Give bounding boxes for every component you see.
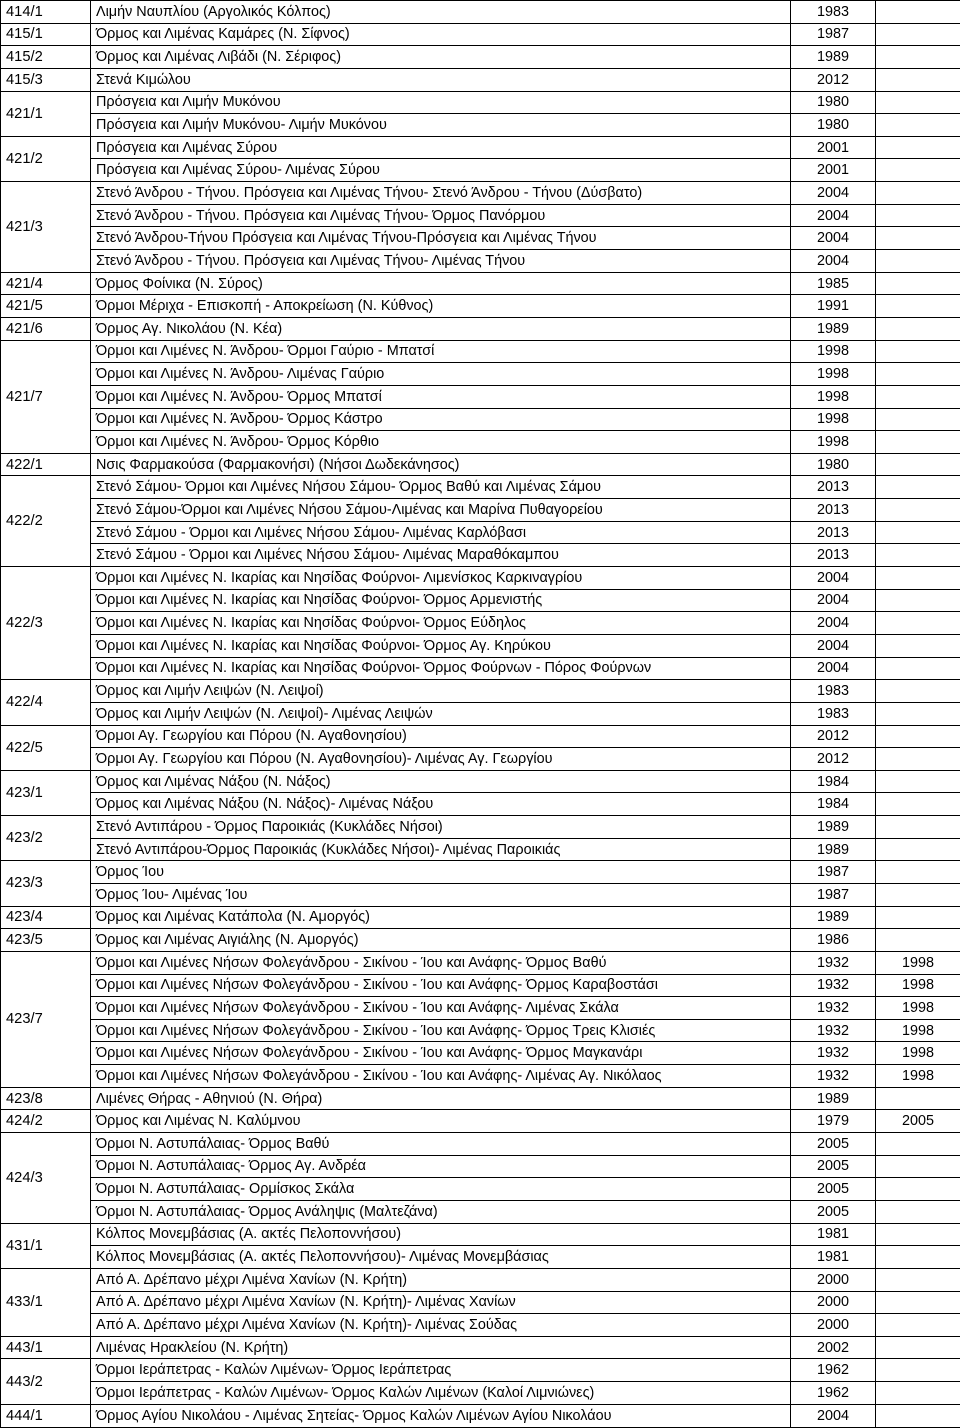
year-edition-cell: 2013 bbox=[791, 499, 876, 522]
description-cell: Όρμοι Ιεράπετρας - Καλών Λιμένων- Όρμος Καλών Λιμένων (Καλοί Λιμνιώνες) bbox=[91, 1382, 791, 1405]
year-update-cell bbox=[876, 91, 960, 114]
description-cell: Από Α. Δρέπανο μέχρι Λιμένα Χανίων (Ν. Κρήτη) bbox=[91, 1268, 791, 1291]
year-edition-cell: 1985 bbox=[791, 272, 876, 295]
chart-code-cell: 423/7 bbox=[1, 951, 91, 1087]
year-edition-cell: 1932 bbox=[791, 1019, 876, 1042]
description-cell: Από Α. Δρέπανο μέχρι Λιμένα Χανίων (Ν. Κρήτη)- Λιμένας Σούδας bbox=[91, 1314, 791, 1337]
table-row bbox=[1, 883, 960, 906]
table-row bbox=[1, 1155, 960, 1178]
year-update-cell bbox=[876, 702, 960, 725]
table-row bbox=[1, 114, 960, 137]
table-row bbox=[1, 295, 960, 318]
year-update-cell bbox=[876, 1268, 960, 1291]
year-update-cell bbox=[876, 521, 960, 544]
table-row bbox=[1, 770, 960, 793]
year-edition-cell: 1980 bbox=[791, 114, 876, 137]
chart-code-cell: 422/1 bbox=[1, 453, 91, 476]
table-row bbox=[1, 997, 960, 1020]
year-edition-cell: 2012 bbox=[791, 68, 876, 91]
table-row bbox=[1, 861, 960, 884]
year-update-cell bbox=[876, 1133, 960, 1156]
year-edition-cell: 2012 bbox=[791, 725, 876, 748]
table-row bbox=[1, 1110, 960, 1133]
year-update-cell bbox=[876, 453, 960, 476]
year-update-cell bbox=[876, 816, 960, 839]
year-edition-cell: 1998 bbox=[791, 408, 876, 431]
table-row bbox=[1, 793, 960, 816]
chart-code-cell: 421/3 bbox=[1, 182, 91, 273]
year-update-cell bbox=[876, 1178, 960, 1201]
table-row bbox=[1, 227, 960, 250]
year-edition-cell: 2005 bbox=[791, 1200, 876, 1223]
chart-code-cell: 423/2 bbox=[1, 816, 91, 861]
year-update-cell bbox=[876, 1087, 960, 1110]
table-row bbox=[1, 1404, 960, 1427]
year-update-cell bbox=[876, 476, 960, 499]
description-cell: Όρμοι Ν. Αστυπάλαιας- Ορμίσκος Σκάλα bbox=[91, 1178, 791, 1201]
year-update-cell bbox=[876, 499, 960, 522]
chart-code-cell: 421/6 bbox=[1, 317, 91, 340]
table-body bbox=[1, 1, 960, 1428]
year-update-cell bbox=[876, 227, 960, 250]
table-row bbox=[1, 159, 960, 182]
table-row bbox=[1, 1133, 960, 1156]
chart-code-cell: 443/2 bbox=[1, 1359, 91, 1404]
year-update-cell bbox=[876, 680, 960, 703]
table-row bbox=[1, 612, 960, 635]
description-cell: Όρμοι Ν. Αστυπάλαιας- Όρμος Βαθύ bbox=[91, 1133, 791, 1156]
description-cell: Πρόσγεια και Λιμήν Μυκόνου bbox=[91, 91, 791, 114]
table-row bbox=[1, 1336, 960, 1359]
year-edition-cell: 1980 bbox=[791, 453, 876, 476]
year-edition-cell: 2013 bbox=[791, 544, 876, 567]
description-cell: Στενά Κιμώλου bbox=[91, 68, 791, 91]
table-row bbox=[1, 250, 960, 273]
description-cell: Όρμος Αγίου Νικολάου - Λιμένας Σητείας- Όρμος Καλών Λιμένων Αγίου Νικολάου bbox=[91, 1404, 791, 1427]
chart-code-cell: 421/2 bbox=[1, 136, 91, 181]
chart-code-cell: 421/5 bbox=[1, 295, 91, 318]
year-edition-cell: 1991 bbox=[791, 295, 876, 318]
year-edition-cell: 2004 bbox=[791, 227, 876, 250]
year-update-cell bbox=[876, 793, 960, 816]
year-update-cell bbox=[876, 1155, 960, 1178]
year-update-cell bbox=[876, 182, 960, 205]
table-row bbox=[1, 1, 960, 24]
year-edition-cell: 2004 bbox=[791, 567, 876, 590]
chart-code-cell: 431/1 bbox=[1, 1223, 91, 1268]
chart-code-cell: 424/2 bbox=[1, 1110, 91, 1133]
chart-code-cell: 423/4 bbox=[1, 906, 91, 929]
table-row bbox=[1, 23, 960, 46]
description-cell: Στενό Σάμου-Όρμοι και Λιμένες Νήσου Σάμου-Λιμένας και Μαρίνα Πυθαγορείου bbox=[91, 499, 791, 522]
table-row bbox=[1, 453, 960, 476]
description-cell: Όρμος και Λιμήν Λειψών (Ν. Λειψοί) bbox=[91, 680, 791, 703]
table-row bbox=[1, 816, 960, 839]
table-row bbox=[1, 385, 960, 408]
table-row bbox=[1, 974, 960, 997]
description-cell: Όρμοι και Λιμένες Ν. Άνδρου- Όρμος Κόρθιο bbox=[91, 431, 791, 454]
year-edition-cell: 1932 bbox=[791, 997, 876, 1020]
table-row bbox=[1, 634, 960, 657]
chart-code-cell: 423/8 bbox=[1, 1087, 91, 1110]
description-cell: Πρόσγεια και Λιμένας Σύρου- Λιμένας Σύρου bbox=[91, 159, 791, 182]
year-update-cell bbox=[876, 431, 960, 454]
description-cell: Στενό Άνδρου - Τήνου. Πρόσγεια και Λιμένας Τήνου- Στενό Άνδρου - Τήνου (Δύσβατο) bbox=[91, 182, 791, 205]
description-cell: Όρμος και Λιμένας Λιβάδι (Ν. Σέριφος) bbox=[91, 46, 791, 69]
table-row bbox=[1, 589, 960, 612]
table-row bbox=[1, 838, 960, 861]
year-update-cell bbox=[876, 1314, 960, 1337]
table-row bbox=[1, 567, 960, 590]
chart-code-cell: 424/3 bbox=[1, 1133, 91, 1224]
description-cell: Όρμοι και Λιμένες Ν. Ικαρίας και Νησίδας Φούρνοι- Όρμος Φούρνων - Πόρος Φούρνων bbox=[91, 657, 791, 680]
year-update-cell bbox=[876, 204, 960, 227]
year-update-cell bbox=[876, 46, 960, 69]
description-cell: Όρμοι και Λιμένες Ν. Άνδρου- Λιμένας Γαύριο bbox=[91, 363, 791, 386]
description-cell: Κόλπος Μονεμβάσιας (Α. ακτές Πελοποννήσου)- Λιμένας Μονεμβάσιας bbox=[91, 1246, 791, 1269]
table-row bbox=[1, 1178, 960, 1201]
description-cell: Όρμος Αγ. Νικολάου (Ν. Κέα) bbox=[91, 317, 791, 340]
chart-code-cell: 414/1 bbox=[1, 1, 91, 24]
chart-code-cell: 422/5 bbox=[1, 725, 91, 770]
year-edition-cell: 2000 bbox=[791, 1268, 876, 1291]
year-edition-cell: 1987 bbox=[791, 23, 876, 46]
table-row bbox=[1, 951, 960, 974]
year-update-cell bbox=[876, 250, 960, 273]
chart-code-cell: 423/1 bbox=[1, 770, 91, 815]
chart-code-cell: 421/1 bbox=[1, 91, 91, 136]
year-edition-cell: 2013 bbox=[791, 521, 876, 544]
year-edition-cell: 2004 bbox=[791, 612, 876, 635]
year-edition-cell: 1989 bbox=[791, 1087, 876, 1110]
description-cell: Όρμος και Λιμήν Λειψών (Ν. Λειψοί)- Λιμένας Λειψών bbox=[91, 702, 791, 725]
year-edition-cell: 2004 bbox=[791, 657, 876, 680]
year-edition-cell: 2004 bbox=[791, 204, 876, 227]
description-cell: Στενό Άνδρου - Τήνου. Πρόσγεια και Λιμένας Τήνου- Όρμος Πανόρμου bbox=[91, 204, 791, 227]
year-edition-cell: 1984 bbox=[791, 770, 876, 793]
year-update-cell bbox=[876, 159, 960, 182]
description-cell: Στενό Σάμου - Όρμοι και Λιμένες Νήσου Σάμου- Λιμένας Καρλόβασι bbox=[91, 521, 791, 544]
description-cell: Όρμοι και Λιμένες Ν. Άνδρου- Όρμος Μπατσί bbox=[91, 385, 791, 408]
description-cell: Όρμοι και Λιμένες Ν. Ικαρίας και Νησίδας Φούρνοι- Όρμος Εύδηλος bbox=[91, 612, 791, 635]
table-row bbox=[1, 1246, 960, 1269]
table-row bbox=[1, 1268, 960, 1291]
description-cell: Όρμοι και Λιμένες Νήσων Φολεγάνδρου - Σικίνου - Ίου και Ανάφης- Όρμος Μαγκανάρι bbox=[91, 1042, 791, 1065]
table-row bbox=[1, 499, 960, 522]
table-row bbox=[1, 1314, 960, 1337]
chart-code-cell: 422/2 bbox=[1, 476, 91, 567]
table-row bbox=[1, 748, 960, 771]
table-row bbox=[1, 702, 960, 725]
year-update-cell bbox=[876, 340, 960, 363]
description-cell: Στενό Άνδρου-Τήνου Πρόσγεια και Λιμένας Τήνου-Πρόσγεια και Λιμένας Τήνου bbox=[91, 227, 791, 250]
year-edition-cell: 1987 bbox=[791, 883, 876, 906]
year-update-cell bbox=[876, 1200, 960, 1223]
description-cell: Όρμοι και Λιμένες Ν. Ικαρίας και Νησίδας Φούρνοι- Λιμενίσκος Καρκιναγρίου bbox=[91, 567, 791, 590]
year-update-cell bbox=[876, 408, 960, 431]
table-row bbox=[1, 182, 960, 205]
year-update-cell bbox=[876, 114, 960, 137]
description-cell: Στενό Αντιπάρου-Όρμος Παροικιάς (Κυκλάδες Νήσοι)- Λιμένας Παροικιάς bbox=[91, 838, 791, 861]
description-cell: Όρμοι και Λιμένες Νήσων Φολεγάνδρου - Σικίνου - Ίου και Ανάφης- Λιμένας Σκάλα bbox=[91, 997, 791, 1020]
year-edition-cell: 1989 bbox=[791, 906, 876, 929]
chart-code-cell: 423/3 bbox=[1, 861, 91, 906]
year-edition-cell: 2013 bbox=[791, 476, 876, 499]
table-row bbox=[1, 1087, 960, 1110]
year-update-cell: 2005 bbox=[876, 1110, 960, 1133]
year-update-cell: 1998 bbox=[876, 1065, 960, 1088]
table-row bbox=[1, 317, 960, 340]
year-update-cell: 1998 bbox=[876, 974, 960, 997]
table-row bbox=[1, 204, 960, 227]
description-cell: Όρμος Φοίνικα (Ν. Σύρος) bbox=[91, 272, 791, 295]
table-row bbox=[1, 1291, 960, 1314]
table-row bbox=[1, 1382, 960, 1405]
year-update-cell bbox=[876, 1246, 960, 1269]
chart-code-cell: 443/1 bbox=[1, 1336, 91, 1359]
year-edition-cell: 1989 bbox=[791, 816, 876, 839]
chart-code-cell: 415/1 bbox=[1, 23, 91, 46]
year-update-cell: 1998 bbox=[876, 1042, 960, 1065]
year-update-cell bbox=[876, 23, 960, 46]
year-update-cell bbox=[876, 770, 960, 793]
year-edition-cell: 2005 bbox=[791, 1178, 876, 1201]
year-update-cell bbox=[876, 1291, 960, 1314]
table-row bbox=[1, 363, 960, 386]
table-row bbox=[1, 408, 960, 431]
year-update-cell: 1998 bbox=[876, 951, 960, 974]
chart-code-cell: 421/4 bbox=[1, 272, 91, 295]
chart-code-cell: 421/7 bbox=[1, 340, 91, 453]
year-edition-cell: 2004 bbox=[791, 250, 876, 273]
year-edition-cell: 1987 bbox=[791, 861, 876, 884]
year-update-cell bbox=[876, 634, 960, 657]
year-edition-cell: 2001 bbox=[791, 136, 876, 159]
description-cell: Όρμοι Αγ. Γεωργίου και Πόρου (Ν. Αγαθονησίου)- Λιμένας Αγ. Γεωργίου bbox=[91, 748, 791, 771]
year-update-cell bbox=[876, 1404, 960, 1427]
year-edition-cell: 1998 bbox=[791, 340, 876, 363]
description-cell: Όρμος και Λιμένας Νάξου (Ν. Νάξος) bbox=[91, 770, 791, 793]
year-edition-cell: 2012 bbox=[791, 748, 876, 771]
year-update-cell bbox=[876, 272, 960, 295]
description-cell: Όρμοι και Λιμένες Ν. Άνδρου- Όρμος Κάστρο bbox=[91, 408, 791, 431]
table-row bbox=[1, 68, 960, 91]
year-edition-cell: 2004 bbox=[791, 1404, 876, 1427]
year-edition-cell: 1983 bbox=[791, 702, 876, 725]
description-cell: Λιμήν Ναυπλίου (Αργολικός Κόλπος) bbox=[91, 1, 791, 24]
table-row bbox=[1, 1200, 960, 1223]
table-row bbox=[1, 1223, 960, 1246]
table-row bbox=[1, 521, 960, 544]
year-update-cell bbox=[876, 748, 960, 771]
description-cell: Νσις Φαρμακούσα (Φαρμακονήσι) (Νήσοι Δωδεκάνησος) bbox=[91, 453, 791, 476]
description-cell: Πρόσγεια και Λιμήν Μυκόνου- Λιμήν Μυκόνου bbox=[91, 114, 791, 137]
year-update-cell bbox=[876, 725, 960, 748]
year-update-cell: 1998 bbox=[876, 997, 960, 1020]
description-cell: Κόλπος Μονεμβάσιας (Α. ακτές Πελοποννήσου) bbox=[91, 1223, 791, 1246]
year-update-cell bbox=[876, 295, 960, 318]
table-row bbox=[1, 657, 960, 680]
description-cell: Όρμος και Λιμένας Καμάρες (Ν. Σίφνος) bbox=[91, 23, 791, 46]
year-edition-cell: 2004 bbox=[791, 182, 876, 205]
table-row bbox=[1, 725, 960, 748]
table-row bbox=[1, 91, 960, 114]
year-edition-cell: 1981 bbox=[791, 1246, 876, 1269]
year-update-cell bbox=[876, 883, 960, 906]
description-cell: Όρμοι και Λιμένες Νήσων Φολεγάνδρου - Σικίνου - Ίου και Ανάφης- Όρμος Καραβοστάσι bbox=[91, 974, 791, 997]
description-cell: Όρμοι Αγ. Γεωργίου και Πόρου (Ν. Αγαθονησίου) bbox=[91, 725, 791, 748]
year-update-cell: 1998 bbox=[876, 1019, 960, 1042]
description-cell: Στενό Άνδρου - Τήνου. Πρόσγεια και Λιμένας Τήνου- Λιμένας Τήνου bbox=[91, 250, 791, 273]
table-row bbox=[1, 1065, 960, 1088]
chart-code-cell: 415/3 bbox=[1, 68, 91, 91]
table-row bbox=[1, 340, 960, 363]
year-edition-cell: 1932 bbox=[791, 951, 876, 974]
year-edition-cell: 1983 bbox=[791, 680, 876, 703]
description-cell: Λιμένες Θήρας - Αθηνιού (Ν. Θήρα) bbox=[91, 1087, 791, 1110]
year-update-cell bbox=[876, 1359, 960, 1382]
year-edition-cell: 2004 bbox=[791, 589, 876, 612]
description-cell: Λιμένας Ηρακλείου (Ν. Κρήτη) bbox=[91, 1336, 791, 1359]
year-update-cell bbox=[876, 906, 960, 929]
year-edition-cell: 1984 bbox=[791, 793, 876, 816]
year-edition-cell: 1981 bbox=[791, 1223, 876, 1246]
description-cell: Όρμοι και Λιμένες Νήσων Φολεγάνδρου - Σικίνου - Ίου και Ανάφης- Όρμος Βαθύ bbox=[91, 951, 791, 974]
table-row bbox=[1, 929, 960, 952]
year-edition-cell: 1986 bbox=[791, 929, 876, 952]
year-edition-cell: 2000 bbox=[791, 1291, 876, 1314]
year-edition-cell: 1998 bbox=[791, 363, 876, 386]
year-update-cell bbox=[876, 317, 960, 340]
year-edition-cell: 1983 bbox=[791, 1, 876, 24]
table-row bbox=[1, 1042, 960, 1065]
year-update-cell bbox=[876, 1, 960, 24]
year-edition-cell: 1989 bbox=[791, 317, 876, 340]
year-update-cell bbox=[876, 929, 960, 952]
table-row bbox=[1, 476, 960, 499]
description-cell: Στενό Σάμου- Όρμοι και Λιμένες Νήσου Σάμου- Όρμος Βαθύ και Λιμένας Σάμου bbox=[91, 476, 791, 499]
year-edition-cell: 1932 bbox=[791, 974, 876, 997]
year-edition-cell: 2001 bbox=[791, 159, 876, 182]
description-cell: Όρμος και Λιμένας Αιγιάλης (Ν. Αμοργός) bbox=[91, 929, 791, 952]
description-cell: Όρμοι Μέριχα - Επισκοπή - Αποκρείωση (Ν. Κύθνος) bbox=[91, 295, 791, 318]
table-row bbox=[1, 906, 960, 929]
year-edition-cell: 1998 bbox=[791, 431, 876, 454]
year-edition-cell: 2000 bbox=[791, 1314, 876, 1337]
year-edition-cell: 2005 bbox=[791, 1155, 876, 1178]
year-update-cell bbox=[876, 612, 960, 635]
year-update-cell bbox=[876, 861, 960, 884]
description-cell: Όρμοι Ιεράπετρας - Καλών Λιμένων- Όρμος Ιεράπετρας bbox=[91, 1359, 791, 1382]
year-update-cell bbox=[876, 838, 960, 861]
chart-code-cell: 423/5 bbox=[1, 929, 91, 952]
year-edition-cell: 2002 bbox=[791, 1336, 876, 1359]
year-update-cell bbox=[876, 567, 960, 590]
table-row bbox=[1, 544, 960, 567]
description-cell: Όρμος και Λιμένας Κατάπολα (Ν. Αμοργός) bbox=[91, 906, 791, 929]
chart-code-cell: 422/3 bbox=[1, 567, 91, 680]
year-update-cell bbox=[876, 589, 960, 612]
table-row bbox=[1, 1019, 960, 1042]
year-update-cell bbox=[876, 385, 960, 408]
year-edition-cell: 1932 bbox=[791, 1065, 876, 1088]
description-cell: Όρμοι Ν. Αστυπάλαιας- Όρμος Ανάληψις (Μαλτεζάνα) bbox=[91, 1200, 791, 1223]
table-row bbox=[1, 46, 960, 69]
chart-code-cell: 444/1 bbox=[1, 1404, 91, 1427]
year-update-cell bbox=[876, 136, 960, 159]
description-cell: Όρμος Ίου bbox=[91, 861, 791, 884]
description-cell: Όρμοι και Λιμένες Ν. Άνδρου- Όρμοι Γαύριο - Μπατσί bbox=[91, 340, 791, 363]
year-edition-cell: 1998 bbox=[791, 385, 876, 408]
description-cell: Στενό Αντιπάρου - Όρμος Παροικιάς (Κυκλάδες Νήσοι) bbox=[91, 816, 791, 839]
table-row bbox=[1, 272, 960, 295]
year-update-cell bbox=[876, 544, 960, 567]
year-update-cell bbox=[876, 363, 960, 386]
year-update-cell bbox=[876, 1336, 960, 1359]
description-cell: Από Α. Δρέπανο μέχρι Λιμένα Χανίων (Ν. Κρήτη)- Λιμένας Χανίων bbox=[91, 1291, 791, 1314]
year-update-cell bbox=[876, 1223, 960, 1246]
description-cell: Όρμος Ίου- Λιμένας Ίου bbox=[91, 883, 791, 906]
year-edition-cell: 1962 bbox=[791, 1382, 876, 1405]
description-cell: Όρμοι Ν. Αστυπάλαιας- Όρμος Αγ. Ανδρέα bbox=[91, 1155, 791, 1178]
description-cell: Όρμοι και Λιμένες Ν. Ικαρίας και Νησίδας Φούρνοι- Όρμος Αρμενιστής bbox=[91, 589, 791, 612]
table-row bbox=[1, 1359, 960, 1382]
description-cell: Όρμος και Λιμένας Ν. Καλύμνου bbox=[91, 1110, 791, 1133]
year-update-cell bbox=[876, 1382, 960, 1405]
table-row bbox=[1, 680, 960, 703]
year-edition-cell: 1989 bbox=[791, 46, 876, 69]
chart-code-cell: 415/2 bbox=[1, 46, 91, 69]
year-edition-cell: 2005 bbox=[791, 1133, 876, 1156]
description-cell: Στενό Σάμου - Όρμοι και Λιμένες Νήσου Σάμου- Λιμένας Μαραθόκαμπου bbox=[91, 544, 791, 567]
description-cell: Πρόσγεια και Λιμένας Σύρου bbox=[91, 136, 791, 159]
year-edition-cell: 1980 bbox=[791, 91, 876, 114]
chart-code-cell: 433/1 bbox=[1, 1268, 91, 1336]
chart-code-cell: 422/4 bbox=[1, 680, 91, 725]
description-cell: Όρμοι και Λιμένες Ν. Ικαρίας και Νησίδας Φούρνοι- Όρμος Αγ. Κηρύκου bbox=[91, 634, 791, 657]
year-edition-cell: 1962 bbox=[791, 1359, 876, 1382]
description-cell: Όρμοι και Λιμένες Νήσων Φολεγάνδρου - Σικίνου - Ίου και Ανάφης- Λιμένας Αγ. Νικόλαος bbox=[91, 1065, 791, 1088]
description-cell: Όρμοι και Λιμένες Νήσων Φολεγάνδρου - Σικίνου - Ίου και Ανάφης- Όρμος Τρεις Κλισιές bbox=[91, 1019, 791, 1042]
year-edition-cell: 2004 bbox=[791, 634, 876, 657]
year-edition-cell: 1989 bbox=[791, 838, 876, 861]
description-cell: Όρμος και Λιμένας Νάξου (Ν. Νάξος)- Λιμένας Νάξου bbox=[91, 793, 791, 816]
table-row bbox=[1, 431, 960, 454]
year-edition-cell: 1979 bbox=[791, 1110, 876, 1133]
year-update-cell bbox=[876, 68, 960, 91]
table-row bbox=[1, 136, 960, 159]
year-update-cell bbox=[876, 657, 960, 680]
year-edition-cell: 1932 bbox=[791, 1042, 876, 1065]
